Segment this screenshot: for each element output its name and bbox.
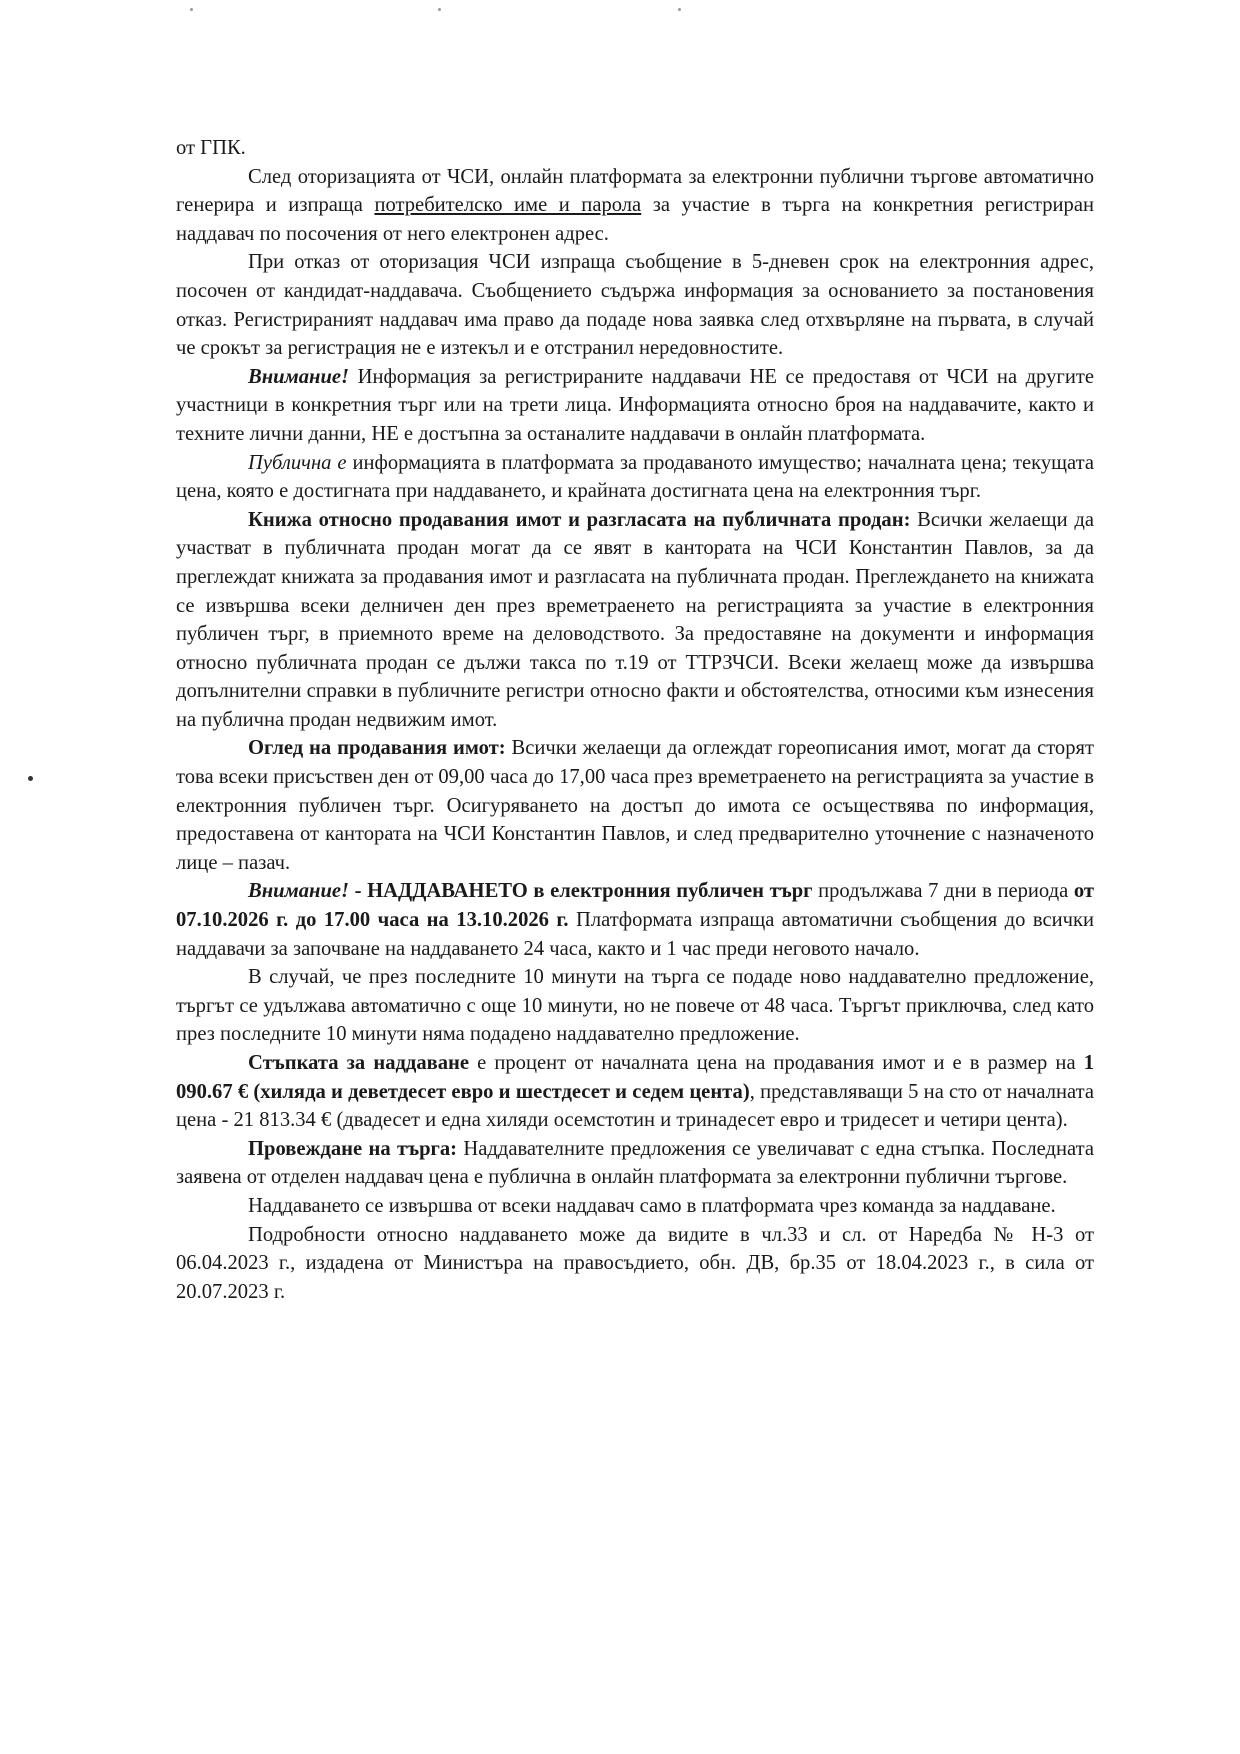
scan-artifacts <box>0 0 1240 40</box>
paragraph-bid-step: Стъпката за наддаване е процент от началната цена на продавания имот и е в размер на 1 090.67 € (хиляда и деветдесет евро и шестдесет и седем цента), представляващи 5 на сто от началната цена - 21 813.34 € (двадесет и една хиляди осемстотин и тринадесет евро и тридесет и четири цента). <box>176 1052 1094 1132</box>
paragraph-extension: В случай, че през последните 10 минути на търга се подаде ново наддавателно предложение, търгът се удължава автоматично с още 10 минути, но не повече от 48 часа. Търгът приключва, след като през последните 10 минути няма подадено наддавателно предложение. <box>176 966 1094 1046</box>
scan-speck <box>438 8 441 11</box>
paragraph-public-info: Публична е информацията в платформата за продаваното имущество; началната цена; текущата цена, която е достигната при наддаването, и крайната достигната цена на електронния търг. <box>176 451 1094 503</box>
bidding-dates: от 07.10.2026 г. до 17.00 часа на 13.10.2026 г. <box>176 880 1095 932</box>
paragraph-regulation-ref: Подробности относно наддаването може да видите в чл.33 и сл. от Наредба № Н-3 от 06.04.2023 г., издадена от Министъра на правосъдието, обн. ДВ, бр.35 от 18.04.2023 г., в сила от 20.07.2023 г. <box>176 1223 1094 1303</box>
attention-label: Внимание! <box>248 365 350 388</box>
public-label: Публична е <box>248 451 347 474</box>
paragraph-bidding-period: Внимание! - НАДДАВАНЕТО в електронния публичен търг продължава 7 дни в периода от 07.10.2026 г. до 17.00 часа на 13.10.2026 г. Платформата изпраща автоматични съобщения до всички наддавачи за започване на наддаването 24 часа, както и 1 час преди неговото начало. <box>176 880 1095 960</box>
attention-label: Внимание! <box>248 880 350 903</box>
auction-conduct-heading: Провеждане на търга: <box>248 1137 458 1160</box>
bid-step-heading: Стъпката за наддаване <box>248 1052 470 1074</box>
paragraph-authorization: След оторизацията от ЧСИ, онлайн платформата за електронни публични търгове автоматично генерира и изпраща потребителско име и парола за участие в търга на конкретния регистриран наддавач по посочения от него електронен адрес. <box>176 165 1094 245</box>
scan-speck <box>190 8 193 11</box>
inspection-heading: Оглед на продавания имот: <box>248 737 506 760</box>
documents-heading: Книжа относно продавания имот и разгласата на публичната продан: <box>248 508 911 531</box>
paragraph-refusal: При отказ от оторизация ЧСИ изпраща съобщение в 5-дневен срок на електронния адрес, посочен от кандидат-наддавача. Съобщението съдържа информация за основанието за постановения отказ. Регистрираният наддавач има право да подаде нова заявка след отхвърляне на първата, в случай че срокът за регистрация не е изтекъл и е отстранил нередовностите. <box>176 251 1094 360</box>
paragraph-auction-conduct: Провеждане на търга: Наддавателните предложения се увеличават с една стъпка. Последната заявена от отделен наддавач цена е публична в онлайн платформата за електронни публични търгове. <box>176 1137 1094 1189</box>
bidding-heading: НАДДАВАНЕТО в електронния публичен търг <box>367 880 813 903</box>
document-body <box>176 134 1094 1306</box>
scan-speck <box>28 776 33 781</box>
paragraph-bidding-command: Наддаването се извършва от всеки наддавач само в платформата чрез команда за наддаване. <box>248 1194 1056 1217</box>
paragraph-inspection: Оглед на продавания имот: Всички желаещи да оглеждат гореописания имот, могат да сторят това всеки присъствен ден от 09,00 часа до 17,00 часа през времетраенето на регистрацията за участие в електронния публичен търг. Осигуряването на достъп до имота се осъществява по информация, предоставена от кантората на ЧСИ Константин Павлов, и след предварително уточнение с назначеното лице – пазач. <box>176 737 1094 874</box>
scan-speck <box>678 8 681 11</box>
paragraph-gpk-ref: от ГПК. <box>176 137 246 159</box>
bid-step-amount: 1 090.67 € (хиляда и деветдесет евро и шестдесет и седем цента) <box>176 1052 1094 1103</box>
paragraph-documents: Книжа относно продавания имот и разгласата на публичната продан: Всички желаещи да участват в публичната продан могат да се явят в кантората на ЧСИ Константин Павлов, за да преглеждат книжата за продавания имот и разгласата на публичната продан. Преглеждането на книжата се извършва всеки делничен ден през времетраенето на регистрацията за участие в електронния публичен търг, в приемното време на деловодството. За предоставяне на документи и информация относно публичната продан се дължи такса по т.19 от ТТРЗЧСИ. Всеки желаещ може да извършва допълнителни справки в публичните регистри относно факти и обстоятелства, относими към изнесения на публична продан недвижим имот. <box>176 508 1094 731</box>
paragraph-attention-bidders: Внимание! Информация за регистрираните наддавачи НЕ се предоставя от ЧСИ на другите участници в конкретния търг или на трети лица. Информацията относно броя на наддавачите, както и техните лични данни, НЕ е достъпна за останалите наддавачи в онлайн платформата. <box>176 365 1094 445</box>
credentials-underlined: потребителско име и парола <box>374 194 642 217</box>
